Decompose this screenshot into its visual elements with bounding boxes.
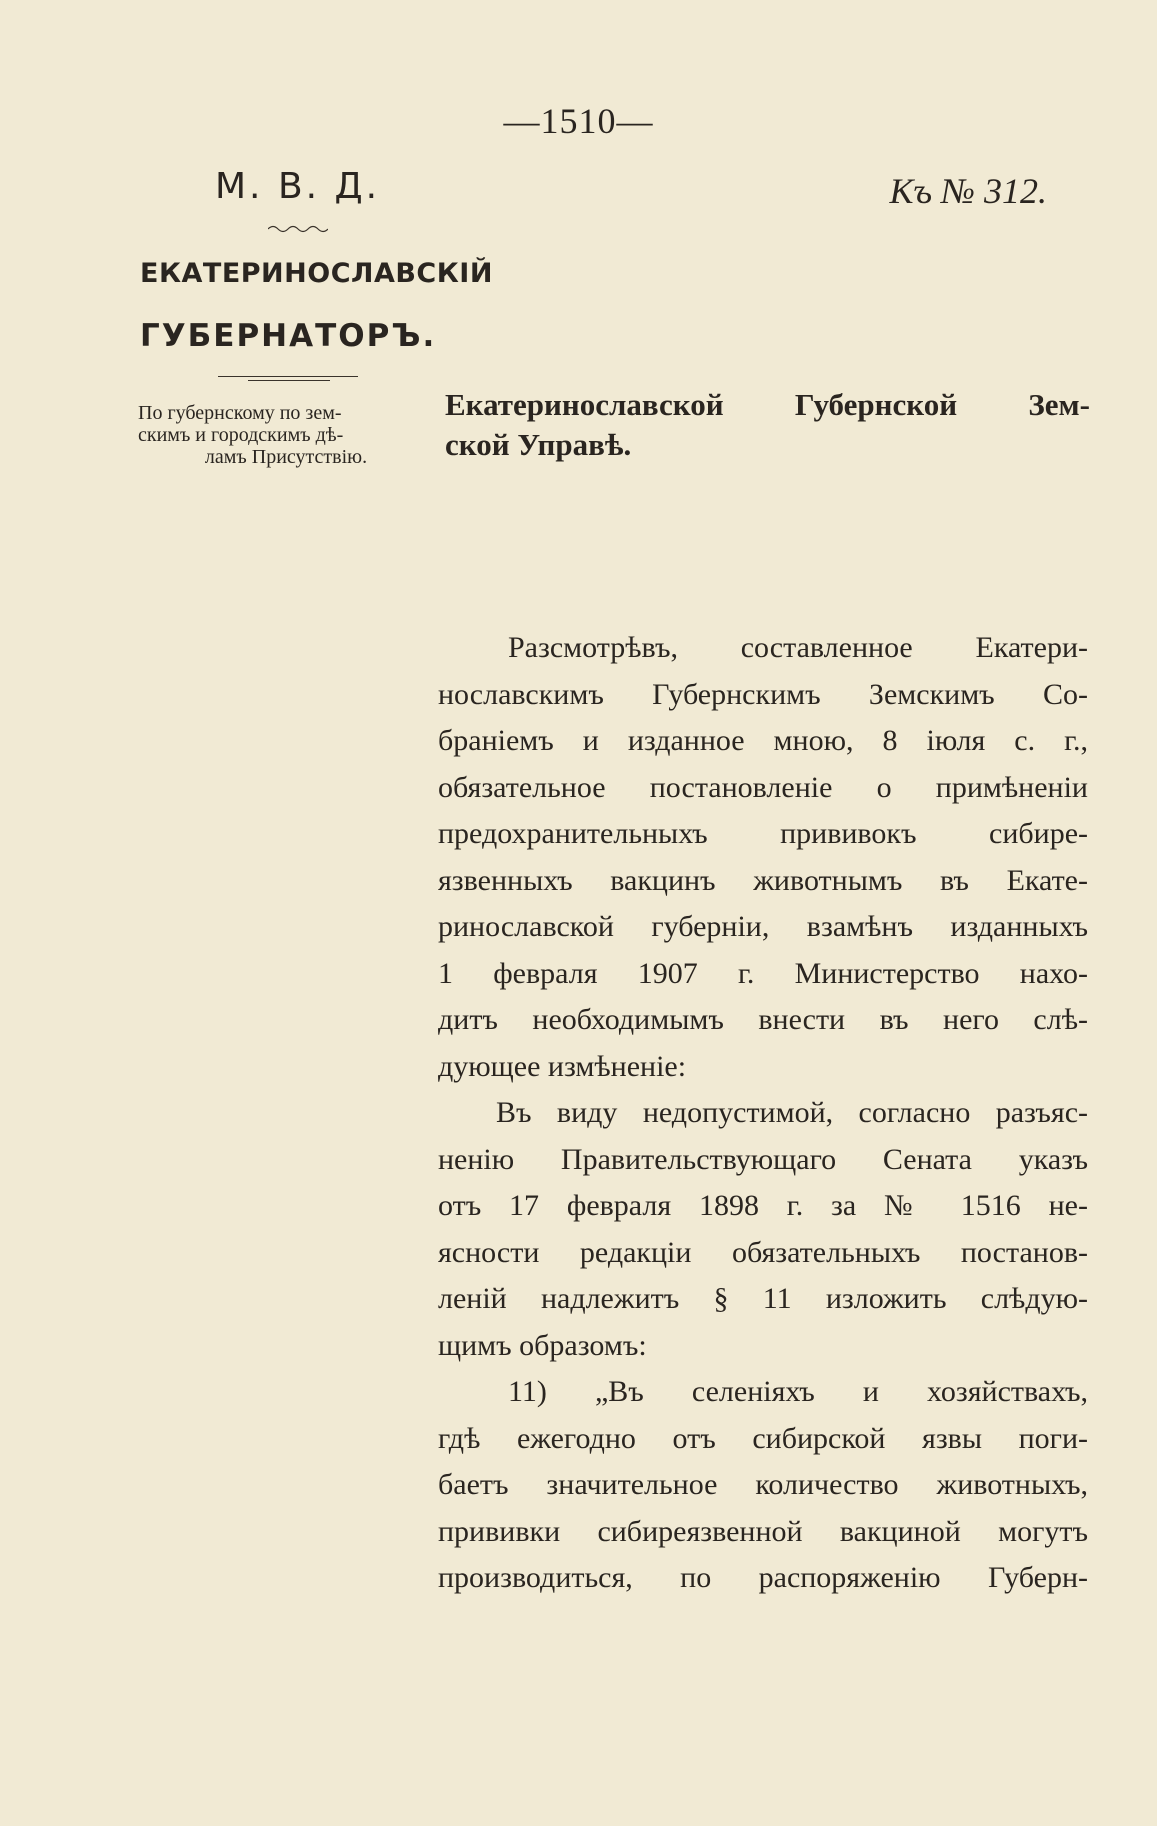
body-line: ненію Правительствующаго Сената указъ (438, 1142, 1088, 1176)
body-line: прививки сибиреязвенной вакциной могутъ (438, 1514, 1088, 1548)
body-line: леній надлежитъ § 11 изложить слѣдую- (438, 1282, 1088, 1315)
sidenote-line: скимъ и городскимъ дѣ- (138, 424, 344, 446)
body-line: браніемъ и изданное мною, 8 іюля с. г., (438, 724, 1088, 757)
body-line: дующее измѣненіе: (438, 1049, 687, 1083)
addressee (445, 385, 1090, 465)
body-line: отъ 17 февраля 1898 г. за № 1516 не- (438, 1189, 1088, 1222)
body-line: язвенныхъ вакцинъ животнымъ въ Екате- (438, 863, 1088, 897)
body-line: Въ виду недопустимой, согласно разъяс- (496, 1096, 1088, 1129)
divider-rule (218, 376, 358, 377)
office-title: ЕКАТЕРИНОСЛАВСКІЙ (140, 258, 493, 289)
body-line: предохранительныхъ прививокъ сибире- (438, 817, 1088, 850)
body-line: щимъ образомъ: (438, 1328, 647, 1362)
page-number: —1510— (503, 101, 654, 141)
body-line: дитъ необходимымъ внести въ него слѣ- (438, 1003, 1088, 1036)
addressee-line: ской Управѣ. (445, 427, 632, 462)
sidenote-line: По губернскому по зем- (138, 402, 342, 424)
wave-ornament (268, 224, 328, 234)
letter-body (438, 625, 1088, 1602)
body-line: Разсмотрѣвъ, составленное Екатери- (508, 631, 1088, 664)
addressee-line: Екатеринославской Губернской Зем- (445, 387, 1090, 422)
divider-rule-short (248, 380, 330, 381)
body-line: ринославской губерніи, взамѣнъ изданныхъ (438, 910, 1088, 943)
body-line: производиться, по распоряженію Губерн- (438, 1561, 1088, 1594)
office-title-governor: ГУБЕРНАТОРЪ. (140, 318, 437, 354)
department-sidenote (138, 402, 434, 468)
body-line: обязательное постановленіе о примѣненіи (438, 770, 1088, 804)
body-line: гдѣ ежегодно отъ сибирской язвы поги- (438, 1421, 1088, 1455)
body-line: 1 февраля 1907 г. Министерство нахо- (438, 956, 1088, 990)
ministry-abbreviation: М. В. Д. (215, 166, 381, 207)
body-line: 11) „Въ селеніяхъ и хозяйствахъ, (508, 1375, 1088, 1408)
body-line: нославскимъ Губернскимъ Земскимъ Со- (438, 677, 1088, 711)
body-line: ясности редакціи обязательныхъ постанов- (438, 1235, 1088, 1269)
body-line: баетъ значительное количество животныхъ, (438, 1468, 1088, 1501)
reference-number: Къ № 312. (889, 171, 1047, 211)
sidenote-line: ламъ Присутствію. (204, 446, 368, 468)
